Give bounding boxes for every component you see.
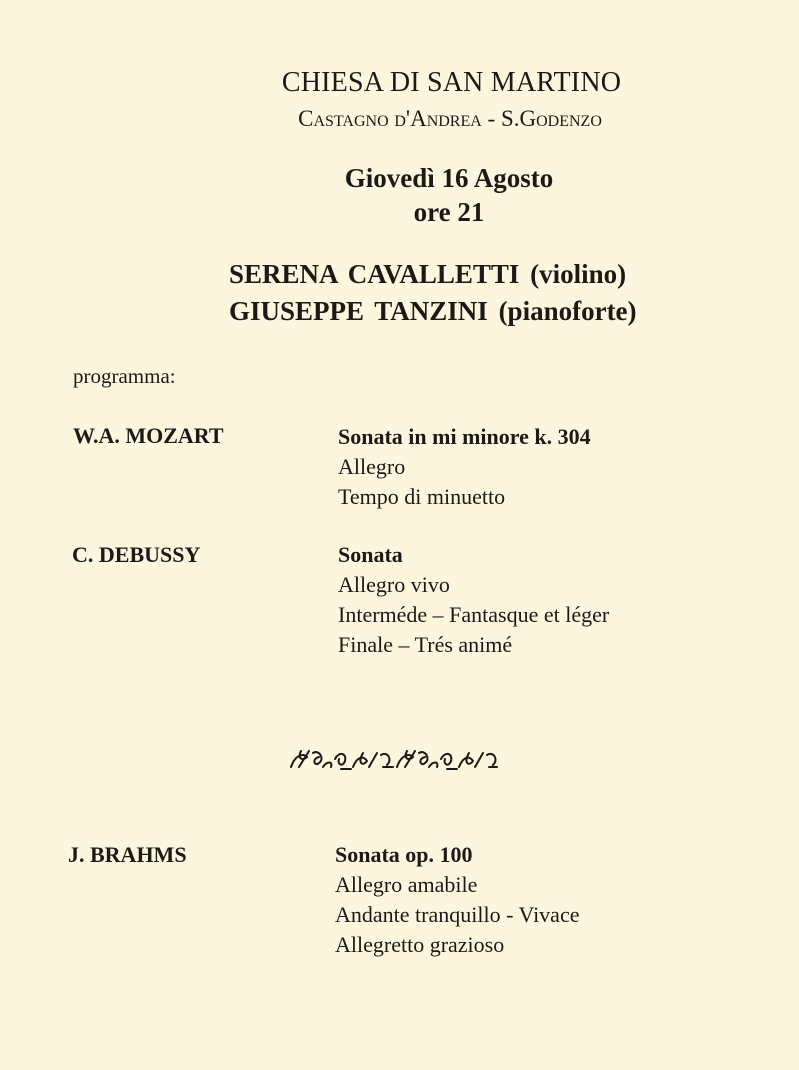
movement: Allegro (338, 454, 406, 479)
piece-title: Sonata op. 100 (335, 842, 473, 867)
movement: Allegro amabile (335, 872, 478, 897)
piece-debussy (338, 540, 609, 660)
movement: Finale – Trés animé (338, 632, 513, 657)
movement: Andante tranquillo - Vivace (335, 902, 580, 927)
event-location: Castagno d'Andrea - S.Godenzo (298, 106, 602, 131)
ornament-svg (289, 745, 501, 775)
piece-title: Sonata in mi minore k. 304 (338, 424, 591, 449)
movement: Interméde – Fantasque et léger (338, 602, 610, 627)
movement: Tempo di minuetto (338, 484, 506, 509)
movement: Allegretto grazioso (335, 932, 505, 957)
movement: Allegro vivo (338, 572, 450, 597)
piece-mozart (338, 422, 591, 512)
piece-brahms (335, 840, 579, 960)
piece-title: Sonata (338, 542, 403, 567)
composer-brahms: J. BRAHMS (68, 842, 187, 867)
church-name: CHIESA DI SAN MARTINO (281, 67, 622, 98)
program-label: programma: (73, 364, 176, 388)
performer-violin: SERENA CAVALLETTI (violino) (229, 259, 627, 289)
ornamental-divider-icon (0, 744, 790, 776)
event-date: Giovedì 16 Agosto (344, 163, 554, 193)
performer-piano: GIUSEPPE TANZINI (pianoforte) (229, 296, 637, 326)
event-time: ore 21 (413, 197, 485, 227)
composer-debussy: C. DEBUSSY (72, 542, 201, 567)
composer-mozart: W.A. MOZART (73, 423, 224, 448)
